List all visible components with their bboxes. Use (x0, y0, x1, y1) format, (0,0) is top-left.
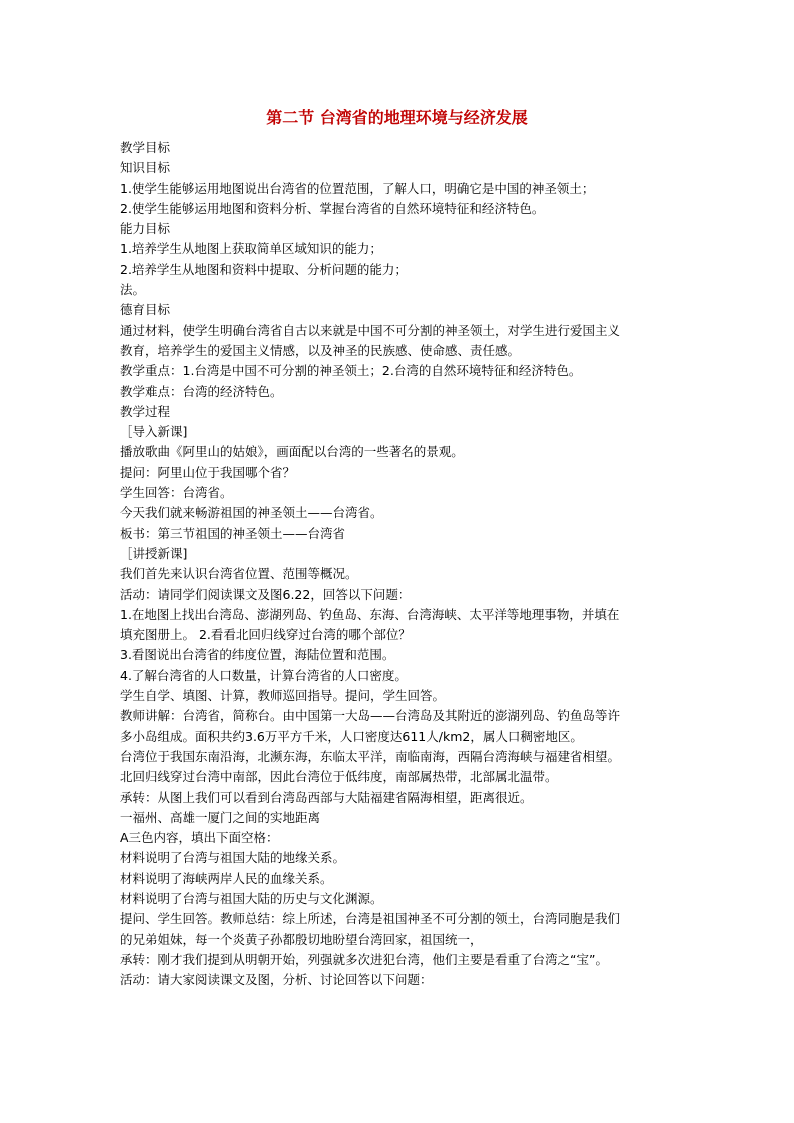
text-line: 活动：请大家阅读课文及图，分析、讨论回答以下问题： (120, 972, 433, 988)
text-line: 一福州、高雄一厦门之间的实地距离 (120, 809, 321, 825)
text-line: 学生回答：台湾省。 (120, 485, 233, 501)
text-line: 1.使学生能够运用地图说出台湾省的位置范围，了解人口，明确它是中国的神圣领土； (120, 180, 595, 196)
text-line: 的兄弟姐妹，每一个炎黄子孙都殷切地盼望台湾回家，祖国统一， (120, 931, 483, 947)
text-line: 法。 (120, 282, 146, 298)
text-line: 填充图册上。 2.看看北回归线穿过台湾的哪个部位？ (120, 627, 411, 643)
text-line: 多小岛组成。面积共约3.6万平方千米，人口密度达611人/km2，属人口稠密地区。 (120, 728, 583, 744)
text-line: 学生自学、填图、计算，教师巡回指导。提问，学生回答。 (120, 688, 446, 704)
text-line: 教师讲解：台湾省，简称台。由中国第一大岛——台湾岛及其附近的澎湖列岛、钓鱼岛等许 (120, 708, 621, 724)
text-line: 3.看图说出台湾省的纬度位置，海陆位置和范围。 (120, 647, 395, 663)
text-line: 承转：从图上我们可以看到台湾岛西部与大陆福建省隔海相望，距离很近。 (120, 789, 533, 805)
text-line: 2.使学生能够运用地图和资料分析、掌握台湾省的自然环境特征和经济特色。 (120, 200, 545, 216)
text-line: 知识目标 (120, 160, 171, 176)
text-line: 2.培养学生从地图和资料中提取、分析问题的能力； (120, 261, 407, 277)
text-line: A三色内容，填出下面空格： (120, 830, 279, 846)
text-line: 4.了解台湾省的人口数量，计算台湾省的人口密度。 (120, 667, 407, 683)
text-line: 台湾位于我国东南沿海，北濒东海，东临太平洋，南临南海，西隔台湾海峡与福建省相望。 (120, 748, 621, 764)
text-line: 教学难点：台湾的经济特色。 (120, 383, 283, 399)
text-line: ［讲授新课] (120, 545, 188, 561)
text-line: 德育目标 (120, 302, 171, 318)
text-line: 1.培养学生从地图上获取简单区域知识的能力； (120, 241, 382, 257)
text-line: 教学重点：1.台湾是中国不可分割的神圣领土；2.台湾的自然环境特征和经济特色。 (120, 363, 582, 379)
text-line: 提问：阿里山位于我国哪个省？ (120, 464, 296, 480)
text-line: 教育，培养学生的爱国主义情感，以及神圣的民族感、使命感、责任感。 (120, 342, 521, 358)
text-line: 北回归线穿过台湾中南部，因此台湾位于低纬度，南部属热带，北部属北温带。 (120, 769, 558, 785)
document-title: 第二节 台湾省的地理环境与经济发展 (266, 108, 528, 127)
text-line: 播放歌曲《阿里山的姑娘》，画面配以台湾的一些著名的景观。 (120, 444, 464, 460)
text-line: 教学目标 (120, 140, 171, 155)
text-line: 教学过程 (120, 403, 171, 419)
text-line: 通过材料，使学生明确台湾省自古以来就是中国不可分割的神圣领土，对学生进行爱国主义 (120, 322, 621, 338)
text-line: 1.在地图上找出台湾岛、澎湖列岛、钓鱼岛、东海、台湾海峡、太平洋等地理事物，并填在 (120, 606, 620, 622)
text-line: 材料说明了海峡两岸人民的血缘关系。 (120, 870, 333, 886)
text-line: 板书：第三节祖国的神圣领土——台湾省 (120, 525, 346, 541)
text-line: 材料说明了台湾与祖国大陆的历史与文化渊源。 (120, 890, 383, 906)
text-line: 材料说明了台湾与祖国大陆的地缘关系。 (120, 850, 346, 866)
text-line: 能力目标 (120, 221, 171, 237)
text-line: 今天我们就来畅游祖国的神圣领土——台湾省。 (120, 505, 383, 521)
text-line: 承转：刚才我们提到从明朝开始，列强就多次进犯台湾，他们主要是看重了台湾之“宝”。 (120, 951, 608, 967)
text-line: ［导入新课] (120, 424, 188, 440)
text-line: 提问、学生回答。教师总结：综上所述，台湾是祖国神圣不可分割的领土，台湾同胞是我们 (120, 911, 621, 927)
document-body (120, 138, 680, 990)
text-line: 活动：请同学们阅读课文及图6.22，回答以下问题： (120, 586, 411, 602)
text-line: 我们首先来认识台湾省位置、范围等概况。 (120, 566, 358, 582)
